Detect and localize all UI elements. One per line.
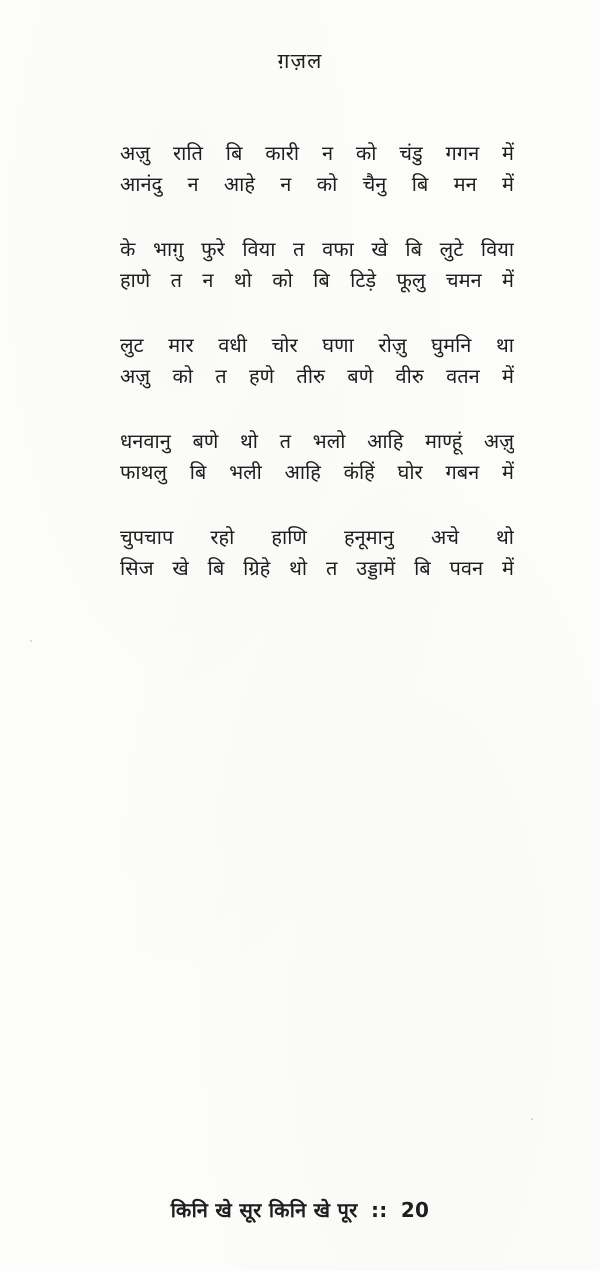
poem-line: आनंदु न आहे न को चैनु बि मन में — [120, 172, 514, 196]
book-title: किनि खे सूर किनि खे पूर — [170, 1198, 358, 1222]
paper-speck — [531, 1118, 533, 1120]
poem-title: ग़ज़ल — [277, 49, 323, 73]
poem-line: फाथलु बि भली आहि कंहिं घोर गबन में — [120, 460, 514, 484]
poem-line: के भाग़ु फुरे विया त वफा खे बि लुटे विया — [120, 237, 514, 261]
poem-body — [120, 138, 514, 618]
page-number: 20 — [400, 1198, 430, 1222]
page-footer — [0, 1196, 600, 1223]
poem-line: लुट मार वधी चोर घणा रोज़ु घुमनि था — [120, 333, 514, 357]
stanza-3 — [120, 330, 514, 392]
stanza-4 — [120, 426, 514, 488]
stanza-5 — [120, 522, 514, 584]
poem-line: सिज खे बि ग्रिहे थो त उड्डामें बि पवन में — [120, 556, 514, 580]
poem-line: चुपचाप रहो हाणि हनूमानु अचे थो — [120, 525, 514, 549]
poem-line: अज़ु राति बि कारी न को चंडु गगन में — [120, 141, 514, 165]
paper-speck — [30, 640, 32, 642]
stanza-1 — [120, 138, 514, 200]
poem-line: हाणे त न थो को बि टिड़े फूलु चमन में — [120, 268, 514, 292]
poem-line: अज़ु को त हणे तीरु बणे वीरु वतन में — [120, 364, 514, 388]
poem-line: धनवानु बणे थो त भलो आहि माण्हूं अज़ु — [120, 429, 514, 453]
footer-separator: :: — [370, 1198, 388, 1222]
stanza-2 — [120, 234, 514, 296]
